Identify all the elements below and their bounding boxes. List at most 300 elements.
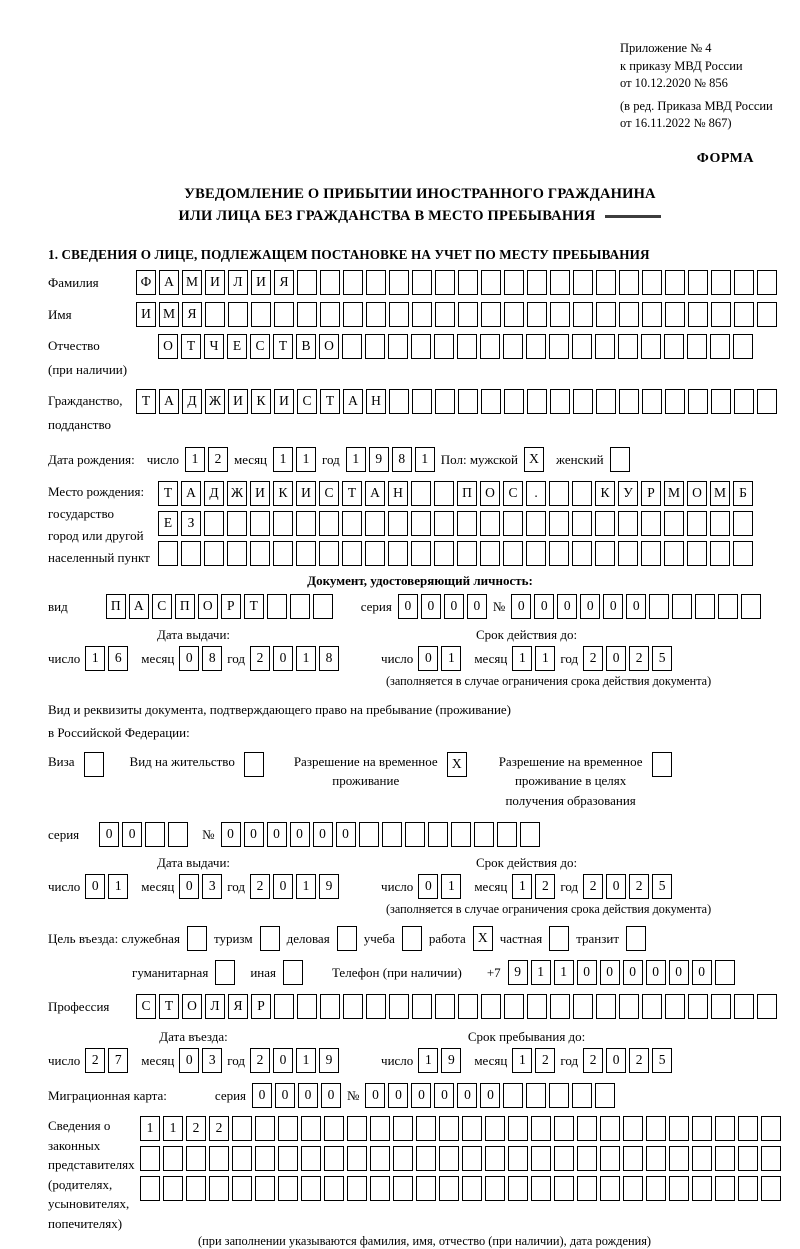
char-cell[interactable] [527, 994, 547, 1019]
char-cell[interactable] [664, 511, 684, 536]
char-cell[interactable] [623, 1116, 643, 1141]
char-cell[interactable] [347, 1146, 367, 1171]
char-cell[interactable]: Л [205, 994, 225, 1019]
stay-issue-year-cells[interactable] [250, 874, 339, 899]
char-cell[interactable] [481, 302, 501, 327]
patronymic-cells[interactable] [158, 334, 753, 359]
char-cell[interactable]: . [526, 481, 546, 506]
char-cell[interactable] [163, 1146, 183, 1171]
sex-female-checkbox[interactable] [610, 447, 630, 472]
char-cell[interactable] [244, 752, 264, 777]
char-cell[interactable] [457, 334, 477, 359]
char-cell[interactable] [416, 1116, 436, 1141]
legal-row3-cells[interactable] [140, 1176, 781, 1201]
char-cell[interactable]: 2 [583, 874, 603, 899]
char-cell[interactable] [485, 1116, 505, 1141]
char-cell[interactable] [618, 511, 638, 536]
char-cell[interactable] [642, 389, 662, 414]
char-cell[interactable]: 0 [273, 646, 293, 671]
char-cell[interactable] [485, 1146, 505, 1171]
char-cell[interactable] [710, 511, 730, 536]
char-cell[interactable]: 0 [388, 1083, 408, 1108]
char-cell[interactable]: 0 [434, 1083, 454, 1108]
char-cell[interactable]: 0 [457, 1083, 477, 1108]
char-cell[interactable] [232, 1116, 252, 1141]
char-cell[interactable]: 1 [535, 646, 555, 671]
purpose-transit-checkbox[interactable] [626, 926, 646, 951]
char-cell[interactable]: С [319, 481, 339, 506]
char-cell[interactable] [508, 1176, 528, 1201]
char-cell[interactable] [508, 1146, 528, 1171]
phone-cells[interactable] [508, 960, 735, 985]
char-cell[interactable] [145, 822, 165, 847]
char-cell[interactable]: 0 [467, 594, 487, 619]
char-cell[interactable]: 0 [577, 960, 597, 985]
char-cell[interactable] [600, 1176, 620, 1201]
char-cell[interactable]: Ч [204, 334, 224, 359]
birthplace-row3-cells[interactable] [158, 541, 753, 566]
char-cell[interactable] [296, 541, 316, 566]
char-cell[interactable] [474, 822, 494, 847]
stay-valid-month-cells[interactable] [512, 874, 555, 899]
char-cell[interactable] [618, 541, 638, 566]
char-cell[interactable] [481, 270, 501, 295]
char-cell[interactable] [652, 752, 672, 777]
char-cell[interactable] [734, 389, 754, 414]
char-cell[interactable] [619, 270, 639, 295]
visa-checkbox[interactable] [84, 752, 104, 777]
char-cell[interactable] [646, 1176, 666, 1201]
char-cell[interactable]: 3 [202, 874, 222, 899]
purpose-other-checkbox[interactable] [283, 960, 303, 985]
char-cell[interactable]: 1 [346, 447, 366, 472]
char-cell[interactable]: 1 [531, 960, 551, 985]
char-cell[interactable] [761, 1116, 781, 1141]
char-cell[interactable] [267, 594, 287, 619]
char-cell[interactable] [297, 270, 317, 295]
char-cell[interactable]: 0 [606, 646, 626, 671]
char-cell[interactable] [504, 302, 524, 327]
char-cell[interactable] [204, 511, 224, 536]
char-cell[interactable] [688, 302, 708, 327]
char-cell[interactable] [320, 302, 340, 327]
char-cell[interactable] [337, 926, 357, 951]
char-cell[interactable] [273, 511, 293, 536]
char-cell[interactable]: И [228, 389, 248, 414]
char-cell[interactable] [301, 1146, 321, 1171]
char-cell[interactable] [600, 1146, 620, 1171]
char-cell[interactable]: 2 [535, 874, 555, 899]
char-cell[interactable] [227, 541, 247, 566]
char-cell[interactable] [451, 822, 471, 847]
char-cell[interactable]: А [181, 481, 201, 506]
char-cell[interactable]: 0 [273, 1048, 293, 1073]
char-cell[interactable] [435, 994, 455, 1019]
char-cell[interactable] [250, 511, 270, 536]
char-cell[interactable]: 0 [298, 1083, 318, 1108]
char-cell[interactable] [554, 1146, 574, 1171]
char-cell[interactable]: 0 [398, 594, 418, 619]
char-cell[interactable] [480, 541, 500, 566]
char-cell[interactable]: С [297, 389, 317, 414]
surname-cells[interactable] [136, 270, 777, 295]
char-cell[interactable] [550, 270, 570, 295]
char-cell[interactable]: 2 [629, 874, 649, 899]
char-cell[interactable]: 1 [441, 874, 461, 899]
char-cell[interactable] [359, 822, 379, 847]
char-cell[interactable] [389, 994, 409, 1019]
char-cell[interactable] [393, 1146, 413, 1171]
char-cell[interactable]: Р [641, 481, 661, 506]
char-cell[interactable] [273, 541, 293, 566]
char-cell[interactable] [520, 822, 540, 847]
char-cell[interactable] [641, 541, 661, 566]
char-cell[interactable] [710, 541, 730, 566]
doc-issue-year-cells[interactable] [250, 646, 339, 671]
char-cell[interactable]: 5 [652, 646, 672, 671]
legal-row1-cells[interactable] [140, 1116, 781, 1141]
char-cell[interactable] [411, 541, 431, 566]
char-cell[interactable]: 9 [441, 1048, 461, 1073]
char-cell[interactable] [458, 994, 478, 1019]
char-cell[interactable] [715, 960, 735, 985]
char-cell[interactable]: 2 [535, 1048, 555, 1073]
char-cell[interactable] [600, 1116, 620, 1141]
char-cell[interactable]: А [129, 594, 149, 619]
char-cell[interactable]: 2 [250, 1048, 270, 1073]
char-cell[interactable]: 1 [418, 1048, 438, 1073]
doc-issue-day-cells[interactable] [85, 646, 128, 671]
char-cell[interactable] [458, 270, 478, 295]
char-cell[interactable] [757, 994, 777, 1019]
char-cell[interactable]: 9 [319, 1048, 339, 1073]
char-cell[interactable] [320, 994, 340, 1019]
char-cell[interactable] [531, 1146, 551, 1171]
char-cell[interactable] [738, 1146, 758, 1171]
temp-residence-checkbox[interactable] [447, 752, 467, 777]
char-cell[interactable]: 0 [179, 874, 199, 899]
char-cell[interactable]: С [503, 481, 523, 506]
char-cell[interactable]: 0 [557, 594, 577, 619]
char-cell[interactable]: В [296, 334, 316, 359]
char-cell[interactable] [416, 1176, 436, 1201]
char-cell[interactable] [283, 960, 303, 985]
char-cell[interactable] [366, 994, 386, 1019]
char-cell[interactable]: Я [182, 302, 202, 327]
purpose-study-checkbox[interactable] [402, 926, 422, 951]
stay-issue-day-cells[interactable] [85, 874, 128, 899]
char-cell[interactable] [274, 994, 294, 1019]
char-cell[interactable]: 0 [99, 822, 119, 847]
char-cell[interactable] [342, 511, 362, 536]
char-cell[interactable] [365, 334, 385, 359]
char-cell[interactable] [649, 594, 669, 619]
char-cell[interactable] [204, 541, 224, 566]
char-cell[interactable] [393, 1176, 413, 1201]
char-cell[interactable] [549, 1083, 569, 1108]
char-cell[interactable] [458, 302, 478, 327]
char-cell[interactable] [232, 1176, 252, 1201]
char-cell[interactable] [186, 1176, 206, 1201]
sex-male-checkbox[interactable] [524, 447, 544, 472]
char-cell[interactable] [343, 994, 363, 1019]
char-cell[interactable] [503, 511, 523, 536]
char-cell[interactable]: 2 [208, 447, 228, 472]
char-cell[interactable]: Ж [205, 389, 225, 414]
purpose-humanitarian-checkbox[interactable] [215, 960, 235, 985]
char-cell[interactable] [711, 302, 731, 327]
char-cell[interactable]: 0 [580, 594, 600, 619]
char-cell[interactable] [669, 1116, 689, 1141]
char-cell[interactable] [255, 1116, 275, 1141]
char-cell[interactable] [688, 389, 708, 414]
char-cell[interactable] [738, 1176, 758, 1201]
char-cell[interactable]: П [106, 594, 126, 619]
char-cell[interactable]: 0 [626, 594, 646, 619]
char-cell[interactable] [550, 302, 570, 327]
char-cell[interactable]: 1 [512, 646, 532, 671]
char-cell[interactable]: И [251, 270, 271, 295]
char-cell[interactable] [251, 302, 271, 327]
char-cell[interactable] [687, 334, 707, 359]
char-cell[interactable] [481, 389, 501, 414]
char-cell[interactable] [215, 960, 235, 985]
char-cell[interactable] [503, 334, 523, 359]
char-cell[interactable] [205, 302, 225, 327]
char-cell[interactable] [435, 389, 455, 414]
char-cell[interactable] [480, 334, 500, 359]
char-cell[interactable] [457, 511, 477, 536]
char-cell[interactable]: 0 [669, 960, 689, 985]
char-cell[interactable] [610, 447, 630, 472]
char-cell[interactable]: 0 [606, 874, 626, 899]
char-cell[interactable]: 0 [606, 1048, 626, 1073]
char-cell[interactable] [411, 511, 431, 536]
char-cell[interactable]: З [181, 511, 201, 536]
char-cell[interactable]: М [159, 302, 179, 327]
char-cell[interactable] [595, 334, 615, 359]
char-cell[interactable] [734, 302, 754, 327]
char-cell[interactable] [163, 1176, 183, 1201]
char-cell[interactable] [641, 511, 661, 536]
char-cell[interactable]: И [274, 389, 294, 414]
char-cell[interactable] [347, 1176, 367, 1201]
char-cell[interactable] [618, 334, 638, 359]
char-cell[interactable]: 2 [629, 646, 649, 671]
char-cell[interactable] [619, 389, 639, 414]
char-cell[interactable]: 1 [185, 447, 205, 472]
char-cell[interactable] [508, 1116, 528, 1141]
char-cell[interactable]: 1 [512, 1048, 532, 1073]
char-cell[interactable]: И [296, 481, 316, 506]
char-cell[interactable] [416, 1146, 436, 1171]
char-cell[interactable] [388, 334, 408, 359]
migration-number-cells[interactable] [365, 1083, 615, 1108]
char-cell[interactable] [664, 334, 684, 359]
char-cell[interactable] [504, 994, 524, 1019]
char-cell[interactable] [388, 511, 408, 536]
char-cell[interactable] [761, 1146, 781, 1171]
char-cell[interactable] [757, 389, 777, 414]
char-cell[interactable]: О [182, 994, 202, 1019]
char-cell[interactable]: И [136, 302, 156, 327]
char-cell[interactable]: 8 [392, 447, 412, 472]
char-cell[interactable]: А [343, 389, 363, 414]
doc-valid-month-cells[interactable] [512, 646, 555, 671]
char-cell[interactable] [324, 1146, 344, 1171]
char-cell[interactable]: Л [228, 270, 248, 295]
char-cell[interactable] [462, 1146, 482, 1171]
char-cell[interactable] [549, 926, 569, 951]
char-cell[interactable]: 0 [85, 874, 105, 899]
char-cell[interactable]: Д [204, 481, 224, 506]
char-cell[interactable] [619, 302, 639, 327]
char-cell[interactable] [342, 541, 362, 566]
doc-number-cells[interactable] [511, 594, 761, 619]
char-cell[interactable] [672, 594, 692, 619]
char-cell[interactable]: М [664, 481, 684, 506]
char-cell[interactable]: 2 [629, 1048, 649, 1073]
char-cell[interactable] [370, 1116, 390, 1141]
char-cell[interactable] [710, 334, 730, 359]
char-cell[interactable] [577, 1176, 597, 1201]
char-cell[interactable] [313, 594, 333, 619]
char-cell[interactable]: М [182, 270, 202, 295]
char-cell[interactable] [140, 1176, 160, 1201]
char-cell[interactable] [692, 1146, 712, 1171]
char-cell[interactable]: С [136, 994, 156, 1019]
char-cell[interactable] [554, 1176, 574, 1201]
char-cell[interactable] [412, 994, 432, 1019]
char-cell[interactable] [572, 481, 592, 506]
char-cell[interactable] [232, 1146, 252, 1171]
entry-month-cells[interactable] [179, 1048, 222, 1073]
char-cell[interactable] [527, 389, 547, 414]
char-cell[interactable] [641, 334, 661, 359]
char-cell[interactable]: О [480, 481, 500, 506]
char-cell[interactable] [665, 389, 685, 414]
char-cell[interactable]: Т [159, 994, 179, 1019]
char-cell[interactable]: 5 [652, 1048, 672, 1073]
char-cell[interactable]: 0 [179, 646, 199, 671]
char-cell[interactable]: 5 [652, 874, 672, 899]
char-cell[interactable] [595, 1083, 615, 1108]
char-cell[interactable]: Т [136, 389, 156, 414]
char-cell[interactable]: А [365, 481, 385, 506]
char-cell[interactable] [343, 270, 363, 295]
char-cell[interactable] [526, 334, 546, 359]
char-cell[interactable]: X [447, 752, 467, 777]
migration-series-cells[interactable] [252, 1083, 341, 1108]
char-cell[interactable] [324, 1116, 344, 1141]
char-cell[interactable] [439, 1116, 459, 1141]
char-cell[interactable]: 9 [319, 874, 339, 899]
char-cell[interactable] [692, 1116, 712, 1141]
char-cell[interactable]: Т [342, 481, 362, 506]
char-cell[interactable] [389, 389, 409, 414]
char-cell[interactable] [733, 334, 753, 359]
char-cell[interactable] [462, 1116, 482, 1141]
char-cell[interactable] [595, 541, 615, 566]
char-cell[interactable]: Т [273, 334, 293, 359]
char-cell[interactable] [365, 511, 385, 536]
char-cell[interactable] [527, 270, 547, 295]
char-cell[interactable] [695, 594, 715, 619]
char-cell[interactable]: Е [227, 334, 247, 359]
char-cell[interactable]: Т [244, 594, 264, 619]
char-cell[interactable] [596, 270, 616, 295]
char-cell[interactable] [688, 270, 708, 295]
char-cell[interactable] [623, 1146, 643, 1171]
char-cell[interactable]: 1 [415, 447, 435, 472]
char-cell[interactable]: Е [158, 511, 178, 536]
char-cell[interactable]: 2 [250, 646, 270, 671]
char-cell[interactable] [296, 511, 316, 536]
char-cell[interactable] [687, 541, 707, 566]
char-cell[interactable]: 0 [692, 960, 712, 985]
char-cell[interactable] [646, 1116, 666, 1141]
char-cell[interactable]: 0 [267, 822, 287, 847]
char-cell[interactable] [596, 389, 616, 414]
char-cell[interactable] [646, 1146, 666, 1171]
char-cell[interactable]: Н [388, 481, 408, 506]
char-cell[interactable]: 1 [108, 874, 128, 899]
firstname-cells[interactable] [136, 302, 777, 327]
char-cell[interactable] [405, 822, 425, 847]
entry-day-cells[interactable] [85, 1048, 128, 1073]
char-cell[interactable] [260, 926, 280, 951]
char-cell[interactable] [572, 334, 592, 359]
char-cell[interactable]: П [175, 594, 195, 619]
char-cell[interactable] [549, 481, 569, 506]
legal-row2-cells[interactable] [140, 1146, 781, 1171]
stay-valid-year-cells[interactable] [583, 874, 672, 899]
char-cell[interactable]: К [273, 481, 293, 506]
char-cell[interactable] [389, 302, 409, 327]
char-cell[interactable]: К [251, 389, 271, 414]
char-cell[interactable]: X [524, 447, 544, 472]
char-cell[interactable] [573, 994, 593, 1019]
doc-issue-month-cells[interactable] [179, 646, 222, 671]
char-cell[interactable]: 1 [554, 960, 574, 985]
char-cell[interactable] [733, 541, 753, 566]
char-cell[interactable] [324, 1176, 344, 1201]
char-cell[interactable] [642, 994, 662, 1019]
char-cell[interactable] [274, 302, 294, 327]
char-cell[interactable] [480, 511, 500, 536]
char-cell[interactable] [669, 1146, 689, 1171]
char-cell[interactable] [688, 994, 708, 1019]
char-cell[interactable] [411, 481, 431, 506]
char-cell[interactable]: 0 [244, 822, 264, 847]
char-cell[interactable]: X [473, 926, 493, 951]
purpose-tourism-checkbox[interactable] [260, 926, 280, 951]
char-cell[interactable] [572, 1083, 592, 1108]
char-cell[interactable] [550, 389, 570, 414]
entry-year-cells[interactable] [250, 1048, 339, 1073]
char-cell[interactable] [228, 302, 248, 327]
char-cell[interactable] [665, 302, 685, 327]
char-cell[interactable] [596, 994, 616, 1019]
char-cell[interactable] [715, 1176, 735, 1201]
char-cell[interactable] [301, 1176, 321, 1201]
char-cell[interactable] [619, 994, 639, 1019]
char-cell[interactable]: Я [228, 994, 248, 1019]
char-cell[interactable]: 0 [623, 960, 643, 985]
char-cell[interactable]: Т [320, 389, 340, 414]
char-cell[interactable]: 0 [365, 1083, 385, 1108]
char-cell[interactable] [412, 389, 432, 414]
